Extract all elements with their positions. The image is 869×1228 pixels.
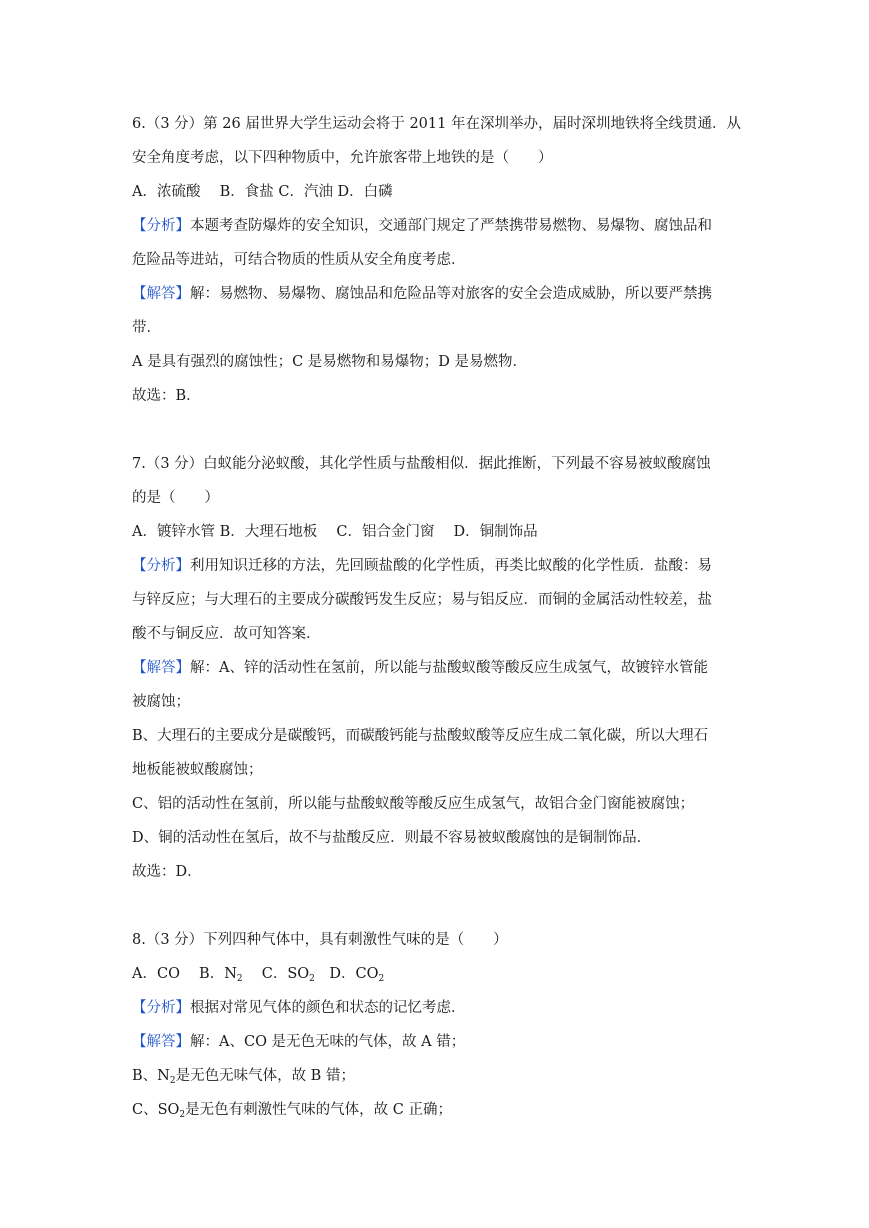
q8-answer-b-prefix: B、N — [132, 1068, 170, 1084]
q7-answer-line-5: C、铝的活动性在氢前，所以能与盐酸蚁酸等酸反应生成氢气，故铝合金门窗能被腐蚀； — [132, 796, 695, 812]
q8-stem-line-1: 8.（3 分）下列四种气体中，具有刺激性气味的是（ ） — [132, 932, 508, 948]
q7-answer-text: 解：A、锌的活动性在氢前，所以能与盐酸蚁酸等酸反应生成氢气，故镀锌水管能 — [190, 660, 708, 676]
q6-stem-line-2: 安全角度考虑，以下四种物质中，允许旅客带上地铁的是（ ） — [132, 150, 553, 166]
q7-choice: 故选：D． — [132, 864, 202, 880]
q8-option-d: D．CO — [314, 966, 379, 982]
subscript: 2 — [169, 1076, 176, 1086]
q7-analysis-text: 利用知识迁移的方法，先回顾盐酸的化学性质，再类比蚁酸的化学性质．盐酸：易 — [190, 558, 712, 574]
q6-analysis-line-2: 危险品等进站，可结合物质的性质从安全角度考虑． — [132, 252, 466, 268]
q8-answer-b-text: 是无色无味气体，故 B 错； — [175, 1068, 355, 1084]
q7-stem-line-1: 7.（3 分）白蚁能分泌蚁酸，其化学性质与盐酸相似．据此推断，下列最不容易被蚁酸腐蚀 — [132, 456, 711, 472]
q8-answer-c-prefix: C、SO — [132, 1102, 180, 1118]
q7-analysis-line-3: 酸不与铜反应．故可知答案． — [132, 626, 321, 642]
q8-analysis-line-1 — [132, 998, 466, 1018]
answer-tag: 【解答】 — [132, 1034, 190, 1050]
q7-analysis-line-1 — [132, 556, 712, 576]
q7-analysis-line-2: 与锌反应；与大理石的主要成分碳酸钙发生反应；易与铝反应．而铜的金属活动性较差，盐 — [132, 592, 712, 608]
subscript: 2 — [236, 974, 243, 984]
q6-analysis-line-1 — [132, 216, 712, 236]
q6-answer-line-2: 带． — [132, 320, 161, 336]
q8-options — [132, 964, 384, 984]
analysis-tag: 【分析】 — [132, 1000, 190, 1016]
q8-answer-text: 解：A、CO 是无色无味的气体，故 A 错； — [190, 1034, 466, 1050]
q8-option-a-b: A．CO B．N — [132, 966, 237, 982]
q6-options: A．浓硫酸 B．食盐 C．汽油 D．白磷 — [132, 184, 393, 200]
q7-stem-line-2: 的是（ ） — [132, 490, 219, 506]
q8-answer-line-1 — [132, 1032, 465, 1052]
q8-answer-line-2 — [132, 1066, 355, 1086]
q6-choice: 故选：B． — [132, 388, 201, 404]
analysis-tag: 【分析】 — [132, 218, 190, 234]
subscript: 2 — [309, 974, 315, 984]
q8-analysis-text: 根据对常见气体的颜色和状态的记忆考虑． — [190, 1000, 466, 1016]
q7-options: A．镀锌水管 B．大理石地板 C．铝合金门窗 D．铜制饰品 — [132, 524, 538, 540]
q7-answer-line-6: D、铜的活动性在氢后，故不与盐酸反应．则最不容易被蚁酸腐蚀的是铜制饰品． — [132, 830, 652, 846]
q8-answer-c-text: 是无色有刺激性气味的气体，故 C 正确； — [185, 1102, 452, 1118]
answer-tag: 【解答】 — [132, 660, 190, 676]
answer-tag: 【解答】 — [132, 286, 190, 302]
q6-answer-line-3: A 是具有强烈的腐蚀性；C 是易燃物和易爆物；D 是易燃物． — [132, 354, 528, 370]
analysis-tag: 【分析】 — [132, 558, 190, 574]
subscript: 2 — [179, 1110, 186, 1120]
q7-answer-line-2: 被腐蚀； — [132, 694, 190, 710]
q8-answer-line-3 — [132, 1100, 452, 1120]
q7-answer-line-3: B、大理石的主要成分是碳酸钙，而碳酸钙能与盐酸蚁酸等反应生成二氧化碳，所以大理石 — [132, 728, 709, 744]
q6-answer-line-1 — [132, 284, 712, 304]
q7-answer-line-1 — [132, 658, 708, 678]
q6-analysis-text: 本题考查防爆炸的安全知识，交通部门规定了严禁携带易燃物、易爆物、腐蚀品和 — [190, 218, 712, 234]
q6-stem-line-1: 6.（3 分）第 26 届世界大学生运动会将于 2011 年在深圳举办，届时深圳地铁将全线贯通．从 — [132, 116, 741, 132]
q8-option-c: C．SO — [242, 966, 310, 982]
q7-answer-line-4: 地板能被蚁酸腐蚀； — [132, 762, 263, 778]
subscript: 2 — [378, 974, 385, 984]
q6-answer-text: 解：易燃物、易爆物、腐蚀品和危险品等对旅客的安全会造成威胁，所以要严禁携 — [190, 286, 712, 302]
